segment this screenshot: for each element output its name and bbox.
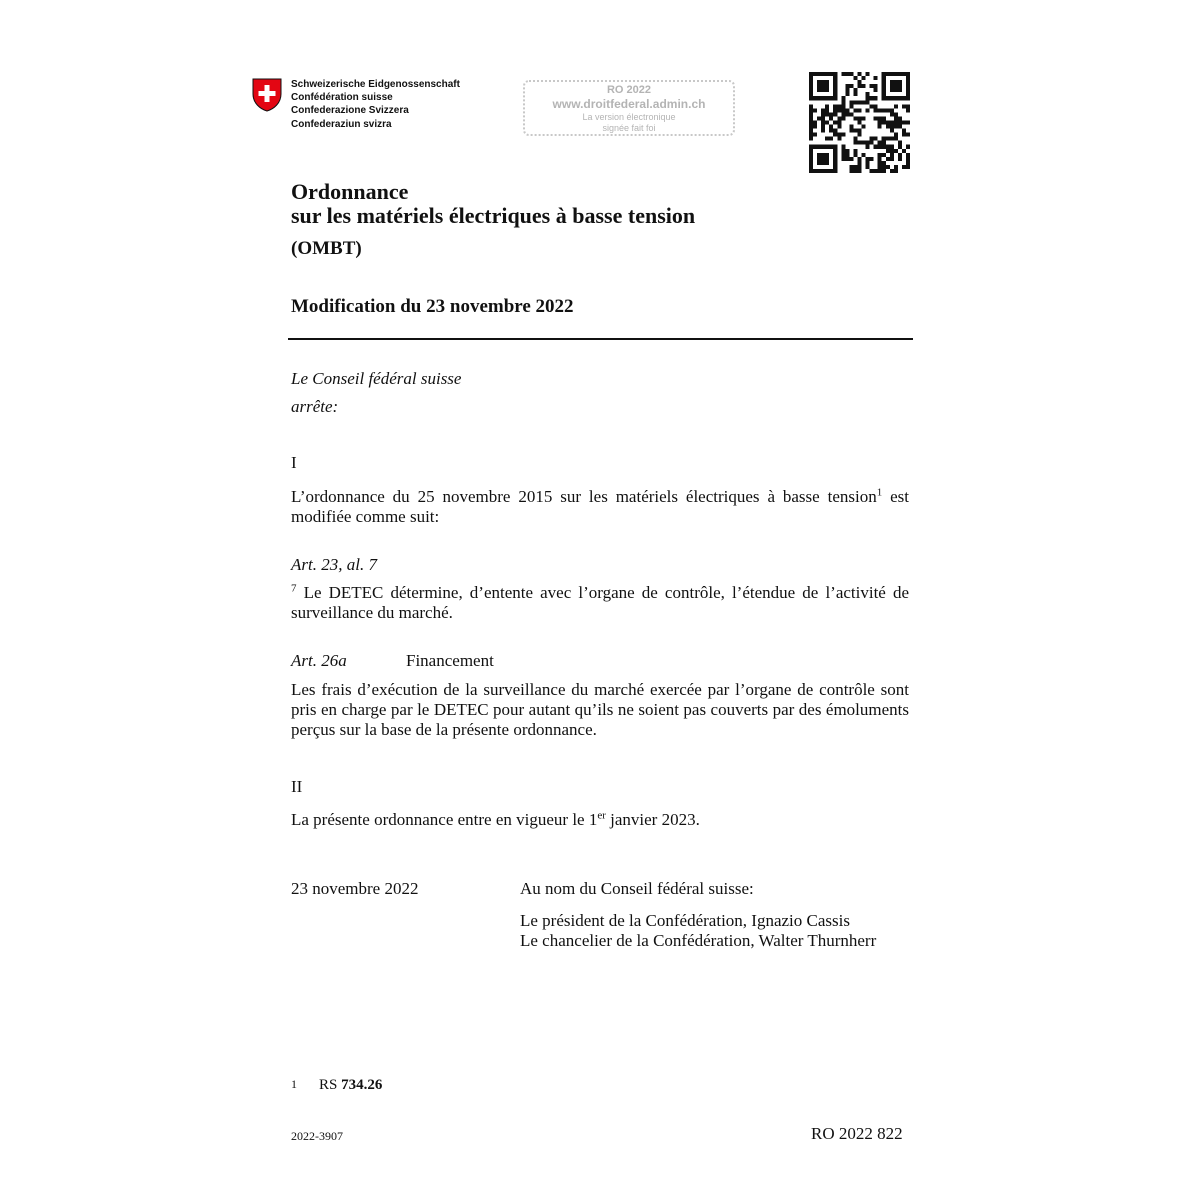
official-collection-reference: RO 2022 822	[811, 1124, 903, 1143]
preamble-authority: Le Conseil fédéral suisse	[291, 369, 462, 388]
article-26a-text: Les frais d’exécution de la surveillance du marché exercée par l’organe de contrôle sont pris en charge par le DETEC pour autant qu’ils ne soient pas couverts par des émoluments perçus sur la base de la présente ordonnance.	[291, 680, 909, 739]
footnote-marker[interactable]: 1	[876, 486, 883, 499]
footnote-number: 1	[291, 1077, 297, 1091]
signature-president: Le président de la Confédération, Ignazio Cassis	[520, 911, 850, 930]
section-number-1: I	[291, 453, 297, 472]
amendment-intro	[291, 487, 909, 527]
article-26a-paragraph	[291, 680, 909, 740]
federation-names	[291, 78, 460, 131]
ordinal-suffix: er	[597, 809, 606, 822]
title-abbreviation: (OMBT)	[291, 238, 362, 259]
stamp-note-1: La version électronique	[582, 112, 676, 122]
federation-name-rm: Confederaziun svizra	[291, 118, 392, 130]
modification-date: Modification du 23 novembre 2022	[291, 296, 574, 317]
federation-name-fr: Confédération suisse	[291, 92, 393, 104]
article-26a-title: Financement	[406, 651, 494, 670]
title-line-2: sur les matériels électriques à basse tension	[291, 203, 696, 228]
entry-into-force	[291, 810, 700, 830]
intro-text-end: est modifiée comme suit:	[291, 487, 910, 526]
article-26a-label: Art. 26a	[291, 651, 347, 670]
footnote-reference[interactable]: 734.26	[341, 1077, 383, 1093]
entry-text-end: janvier 2023.	[605, 810, 700, 829]
signature-on-behalf: Au nom du Conseil fédéral suisse:	[520, 879, 754, 898]
document-title	[291, 180, 695, 228]
stamp-note-2: signée fait foi	[602, 123, 656, 133]
preamble-decree: arrête:	[291, 397, 339, 416]
section-number-2: II	[291, 777, 303, 796]
paragraph-number: 7	[291, 582, 297, 595]
article-23-heading: Art. 23, al. 7	[291, 555, 377, 574]
title-divider	[288, 338, 913, 340]
electronic-version-stamp	[523, 80, 735, 136]
stamp-collection: RO 2022	[606, 84, 652, 96]
footnote	[291, 1077, 382, 1094]
intro-text: L’ordonnance du 25 novembre 2015 sur les matériels électriques à basse tension	[291, 487, 877, 506]
title-line-1: Ordonnance	[291, 179, 409, 204]
document-id: 2022-3907	[291, 1129, 343, 1143]
entry-text: La présente ordonnance entre en vigueur le 1	[291, 810, 598, 829]
qr-code-icon[interactable]	[809, 72, 910, 173]
swiss-cross-shield-icon	[252, 78, 282, 112]
signature-date: 23 novembre 2022	[291, 879, 419, 898]
stamp-website[interactable]: www.droitfederal.admin.ch	[552, 97, 706, 111]
article-23-paragraph	[291, 583, 909, 623]
signature-chancellor: Le chancelier de la Confédération, Walter Thurnherr	[520, 931, 877, 950]
federation-name-it: Confederazione Svizzera	[291, 105, 409, 117]
footnote-prefix: RS	[319, 1077, 342, 1093]
article-23-text: Le DETEC détermine, d’entente avec l’organe de contrôle, l’étendue de l’activité de surveillance du marché.	[291, 583, 909, 622]
federation-name-de: Schweizerische Eidgenossenschaft	[291, 79, 460, 90]
